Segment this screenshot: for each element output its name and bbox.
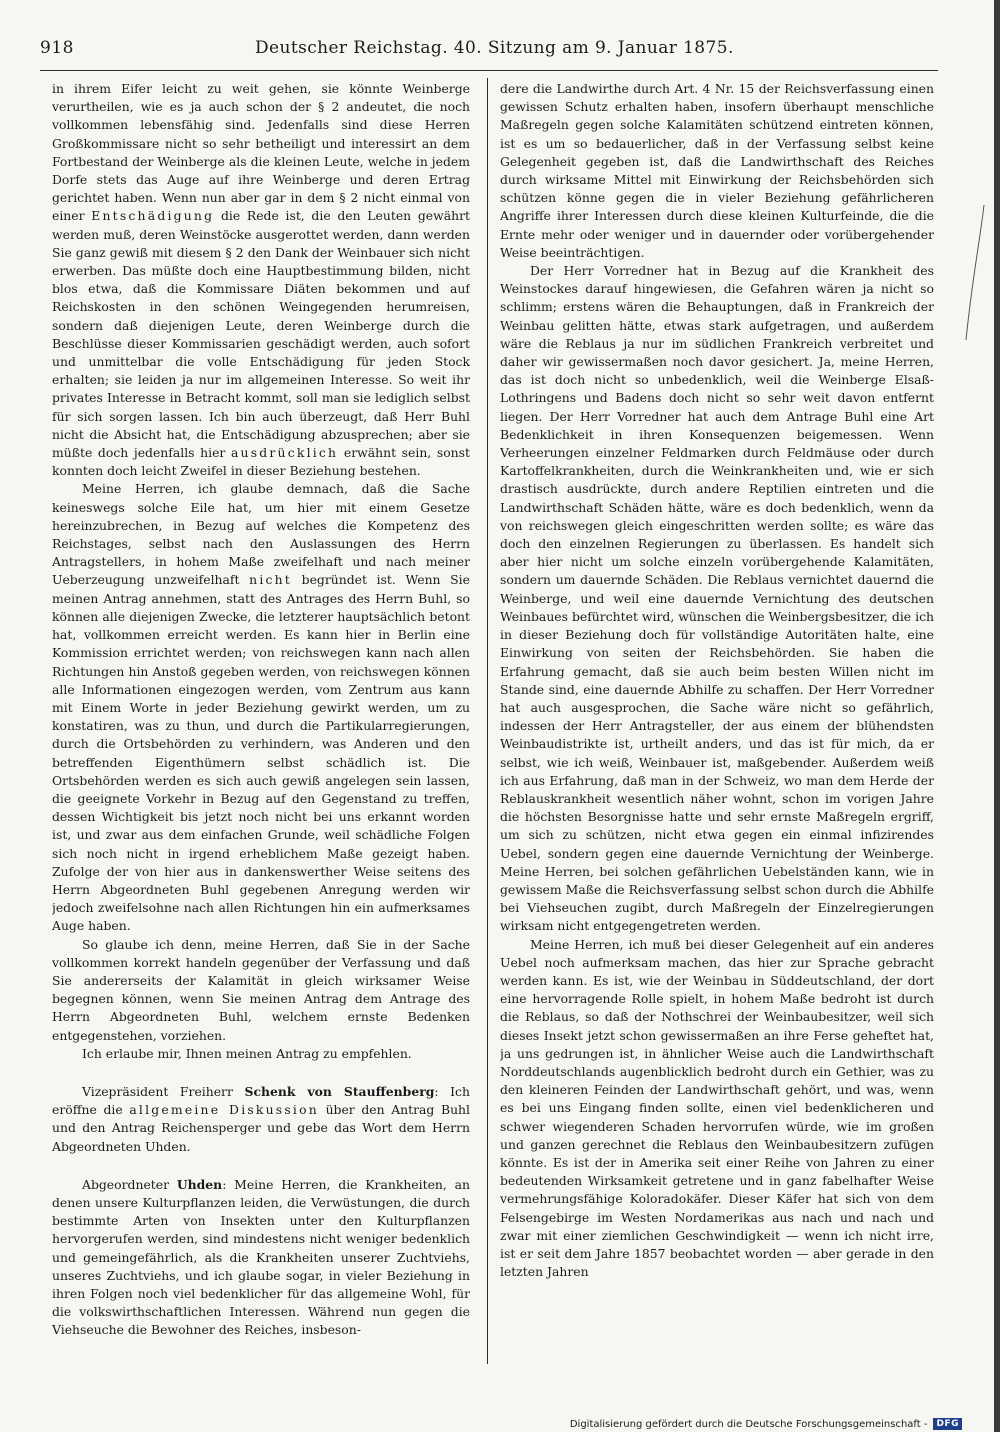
speaker-name: Schenk von Stauffenberg bbox=[244, 1083, 435, 1099]
emphasized-term: Entschädigung bbox=[91, 208, 215, 224]
paragraph-text: Meine Herren, ich glaube demnach, daß die Sache keineswegs solche Eile hat, um hier mit einem Gesetze hereinzubrechen, in Bezug auf welches die Kompetenz des Reichstages, selbst nach den Auslassungen des Herrn Antragstellers, in hohem Maße zweifelhaft und nach meiner Ueberzeugung unzweifelhaft bbox=[52, 481, 470, 588]
paragraph-text: : Ich eröffne die bbox=[52, 1083, 470, 1118]
speaker-role: Vizepräsident Freiherr bbox=[82, 1083, 233, 1099]
paragraph: Der Herr Vorredner hat in Bezug auf die Krankheit des Weinstockes darauf hingewiesen, die Gefahren wären ja nicht so schlimm; erstens wären die Behauptungen, daß in Frankreich der Weinbau gelitten hätte, etwas stark aufgetragen, und außerdem wäre die Reblaus ja nur im südlichen Frankreich verbreitet und daher wir gewissermaßen noch davor gesichert. Ja, meine Herren, das ist doch nicht so unbedenklich, weil die Weinberge Elsaß-Lothringens und Badens doch nicht so sehr weit davon entfernt liegen. Der Herr Vorredner hat auch dem Antrage Buhl eine Art Bedenklichkeit in ihren Konsequenzen beigemessen. Wenn Verheerungen einzelner Feldmarken durch Feldmäuse oder durch Kartoffelkrankheiten, durch die Weinkrankheiten und, wie er sich drastisch ausdrückte, durch andere Reptilien eintreten und die Landwirthschaft Schäden hätte, wäre es doch bedenklich, wenn da von reichswegen gleich eingeschritten werden sollte; es wäre das doch den einzelnen Regierungen zu überlassen. Es handelt sich aber hier nicht um solche einzeln vorübergehende Kalamitäten, sondern um dauernde Schäden. Die Reblaus vernichtet dauernd die Weinberge, und weil eine dauernde Vernichtung des deutschen Weinbaues befürchtet wird, wünschen die Weinbergsbesitzer, die ich in dieser Beziehung doch für vollständige Autoritäten halte, eine Einwirkung von seiten der Reichsbehörden. Sie haben die Erfahrung gemacht, daß sie auch beim besten Willen nicht im Stande sind, eine dauernde Abhilfe zu schaffen. Der Herr Vorredner hat auch ausgesprochen, die Sache wäre nicht so gefährlich, indessen der Herr Antragsteller, der aus einem der blühendsten Weinbaudistrikte ist, urtheilt anders, und das ist für mich, da er selbst, wie ich weiß, Weinbauer ist, maßgebender. Außerdem weiß ich aus Erfahrung, daß man in der Schweiz, wo man dem Herde der Reblauskrankheit wesentlich näher wohnt, schon im vorigen Jahre die höchsten Besorgnisse hatte und sehr ernste Maßregeln ergriff, um sich zu schützen, nicht etwa gegen ein einmal infizirendes Uebel, sondern gegen eine dauernde Vernichtung der Weinberge. Meine Herren, bei solchen gefährlichen Uebelständen kann, wie in gewissem Maße die Reichsverfassung selbst schon durch die Abhilfe bei Viehseuchen zugibt, durch Maßregeln der Einzelregierungen wirksam nicht entgegengetreten werden. bbox=[500, 263, 934, 934]
speaker-paragraph bbox=[52, 1176, 470, 1340]
page-number: 918 bbox=[40, 38, 74, 58]
header-rule bbox=[40, 70, 938, 71]
margin-pen-stroke bbox=[962, 200, 992, 350]
page-edge bbox=[994, 0, 1000, 1432]
speaker-paragraph bbox=[52, 1083, 470, 1156]
paragraph: Meine Herren, ich muß bei dieser Gelegenheit auf ein anderes Uebel noch aufmerksam machen, das hier zur Sprache gebracht werden kann. Es ist, wie der Weinbau in Süddeutschland, der dort eine hervorragende Rolle spielt, in hohem Maße bedroht ist durch die Reblaus, so daß der Nothschrei der Weinbaubesitzer, weil sich dieses Insekt jetzt schon gewissermaßen an ihre Ferse geheftet hat, ja uns gedrungen ist, in ähnlicher Weise auch die Landwirthschaft Norddeutschlands augenblicklich bedroht durch ein Gethier, was zu den kleineren Feinden der Landwirthschaft gehört, und was, wenn es bei uns Eingang finden sollte, einen viel bedenklicheren und schwer wiegenderen Schaden hervorrufen würde, wie im großen und ganzen gerechnet die Reblaus den Weinbaubesitzern zufügen könnte. Es ist der in Amerika seit einer Reihe von Jahren zu einer bedeutenden Wirksamkeit getretene und in ganz fabelhafter Weise vermehrungsfähige Koloradokäfer. Dieser Käfer hat sich von dem Felsengebirge im Westen Nordamerikas aus nach und nach und zwar mit einer ziemlichen Geschwindigkeit — wenn ich nicht irre, ist er seit dem Jahre 1857 beobachtet worden — aber gerade in den letzten Jahren bbox=[500, 936, 934, 1280]
paragraph-text: erwähnt sein, sonst konnten doch leicht Zweifel in dieser Beziehung bestehen. bbox=[52, 445, 470, 479]
paragraph bbox=[52, 80, 470, 480]
dfg-logo: DFG bbox=[933, 1418, 962, 1430]
column-divider bbox=[487, 78, 488, 1364]
paragraph-text: in ihrem Eifer leicht zu weit gehen, sie könnte Weinberge verurtheilen, wie es ja auch schon der § 2 andeutet, die noch vollkommen lebensfähig sind. Jedenfalls sind diese Herren Großkommissare nicht so sehr betheiligt und interessirt an dem Fortbestand der Weinberge als die kleinen Leute, welche in jedem Dorfe stets das Auge auf ihre Weinberge und deren Ertrag gerichtet haben. Wenn nun aber gar in dem § 2 nicht einmal von einer bbox=[52, 81, 470, 224]
paragraph: So glaube ich denn, meine Herren, daß Sie in der Sache vollkommen korrekt handeln gegenüber der Verfassung und daß Sie andererseits der Kalamität in gleich wirksamer Weise begegnen können, wenn Sie meinen Antrag dem Antrage des Herrn Abgeordneten Buhl, welchem ernste Bedenken entgegenstehen, vorziehen. bbox=[52, 936, 470, 1043]
credit-text: Digitalisierung gefördert durch die Deutsche Forschungsgemeinschaft - bbox=[569, 1418, 928, 1430]
running-head: Deutscher Reichstag. 40. Sitzung am 9. Januar 1875. bbox=[255, 38, 734, 58]
speaker-name: Uhden bbox=[176, 1176, 223, 1192]
digitization-credit bbox=[570, 1418, 962, 1430]
emphasized-term: ausdrücklich bbox=[230, 445, 339, 461]
paragraph-text: begründet ist. Wenn Sie meinen Antrag annehmen, statt des Antrages des Herrn Buhl, so können alle diejenigen Zwecke, die letzterer hauptsächlich betont hat, vollkommen erreicht werden. Es kann hier in Berlin eine Kommission errichtet werden; von reichswegen kann nach allen Richtungen hin Anstoß gegeben werden, von reichswegen können alle Informationen eingezogen werden, vom Zentrum aus kann mit Einem Worte in jeder Beziehung gewirkt werden, um zu konstatiren, was zu thun, und durch die Partikularregierungen, durch die Ortsbehörden zu verhindern, was Anderen und den betreffenden Eigenthümern selbst schädlich ist. Die Ortsbehörden werden es sich auch gewiß angelegen sein lassen, die geeignete Vorkehr in Bezug auf den Gegenstand zu treffen, dessen Wichtigkeit bis jetzt noch nicht bei uns erkannt worden ist, und zwar aus dem einfachen Grunde, weil schädliche Folgen sich noch nicht in irgend erheblichem Maße gezeigt haben. Zufolge der von hier aus in dankenswerther Weise seitens des Herrn Abgeordneten Buhl gegebenen Anregung werden wir jedoch zweifelsohne nach allen Richtungen hin ein aufmerksames Auge haben. bbox=[52, 572, 470, 934]
paragraph: Ich erlaube mir, Ihnen meinen Antrag zu empfehlen. bbox=[82, 1045, 412, 1061]
paragraph: dere die Landwirthe durch Art. 4 Nr. 15 der Reichsverfassung einen gewissen Schutz erhalten haben, insofern überhaupt menschliche Maßregeln gegen solche Kalamitäten schützend eintreten können, ist es um so bedauerlicher, daß in der Verfassung selbst keine Gelegenheit gegeben ist, daß die Landwirthschaft des Reiches durch wirksame Mittel mit Einwirkung der Reichsbehörden sich schützen könne gegen die in vieler Beziehung gefährlicheren Angriffe ihrer Interessen durch diese kleinen Kulturfeinde, die die Ernte mehr oder weniger und in dauernder oder vorübergehender Weise beeinträchtigen. bbox=[500, 81, 934, 260]
emphasized-term: nicht bbox=[249, 572, 292, 588]
right-column bbox=[500, 80, 934, 1370]
paragraph-text: über den Antrag Buhl und den Antrag Reichensperger und gebe das Wort dem Herrn Abgeordneten Uhden. bbox=[52, 1102, 470, 1154]
paragraph-text: : Meine Herren, die Krankheiten, an denen unsere Kulturpflanzen leiden, die Verwüstungen, die durch bestimmte Arten von Insekten unter den Kulturpflanzen hervorgerufen werden, sind mindestens nicht weniger bedenklich und gemeingefährlich, als die Krankheiten unserer Zuchtviehs, unseres Zuchtviehs, und ich glaube sogar, in vieler Beziehung in ihren Folgen noch viel bedenklicher für das allgemeine Wohl, für die volkswirthschaftlichen Interessen. Während nun gegen die Viehseuche die Bewohner des Reiches, insbeson- bbox=[52, 1176, 470, 1338]
paragraph-text: die Rede ist, die den Leuten gewährt werden muß, deren Weinstöcke ausgerottet werden, dann werden Sie ganz gewiß mit diesem § 2 den Dank der Weinbauer sich nicht erwerben. Das müßte doch eine Hauptbestimmung bilden, nicht blos etwa, daß die Kommissare Diäten bekommen und auf Reichskosten in den schönen Weingegenden herumreisen, sondern daß diejenigen Leute, deren Weinberge durch die Beschlüsse dieser Kommissarien geschädigt werden, auch sofort und unmittelbar die volle Entschädigung für jeden Stock erhalten; sie leiden ja nur im allgemeinen Interesse. So weit ihr privates Interesse in Betracht kommt, soll man sie lediglich selbst für sich sorgen lassen. Ich bin auch überzeugt, daß Herr Buhl nicht die Absicht hat, die Entschädigung abzusprechen; aber sie müßte doch jedenfalls hier bbox=[52, 208, 470, 461]
speaker-role: Abgeordneter bbox=[82, 1176, 170, 1192]
left-column bbox=[52, 80, 470, 1370]
emphasized-term: allgemeine Diskussion bbox=[129, 1102, 319, 1118]
paragraph bbox=[52, 480, 470, 935]
